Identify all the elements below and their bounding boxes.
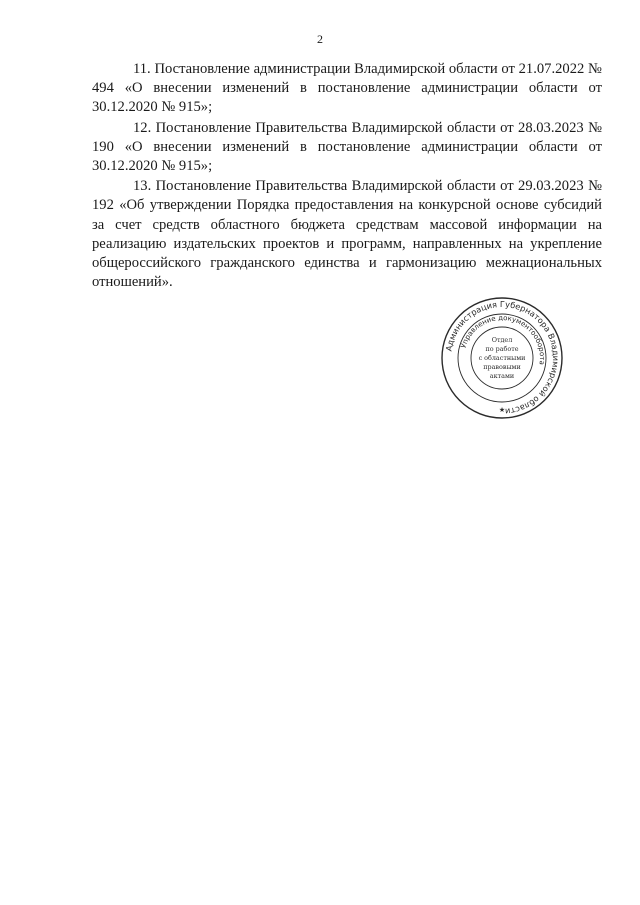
seal-center-line-3: с областными	[478, 354, 526, 362]
list-item-13: 13. Постановление Правительства Владимирской области от 29.03.2023 № 192 «Об утверждении Порядка предоставления на конкурсной основе субсидий за счет средств областного бюджета средствам массовой информации на реализацию издательских проектов и программ, направленных на укрепление общероссийского гражданского единства и гармонизацию межнациональных отношений».	[92, 178, 602, 291]
seal-inner-text: Управление документооборота	[459, 313, 547, 366]
official-seal	[440, 296, 564, 420]
list-item-11: 11. Постановление администрации Владимирской области от 21.07.2022 № 494 «О внесении изменений в постановление администрации области от 30.12.2020 № 915»;	[92, 61, 602, 116]
seal-center-line-5: актами	[489, 372, 515, 380]
seal-star: ★	[498, 406, 506, 414]
seal-center-line-1: Отдел	[491, 336, 513, 344]
page-number: 2	[317, 32, 323, 46]
list-item-12: 12. Постановление Правительства Владимирской области от 28.03.2023 № 190 «О внесении изменений в постановление администрации области от 30.12.2020 № 915»;	[92, 119, 602, 175]
seal-graphic	[440, 296, 564, 420]
seal-center-line-2: по работе	[485, 345, 519, 353]
seal-center-line-4: правовыми	[483, 363, 521, 371]
seal-outer-text: Администрация Губернатора Владимирской области	[443, 298, 562, 417]
document-body	[92, 60, 602, 293]
